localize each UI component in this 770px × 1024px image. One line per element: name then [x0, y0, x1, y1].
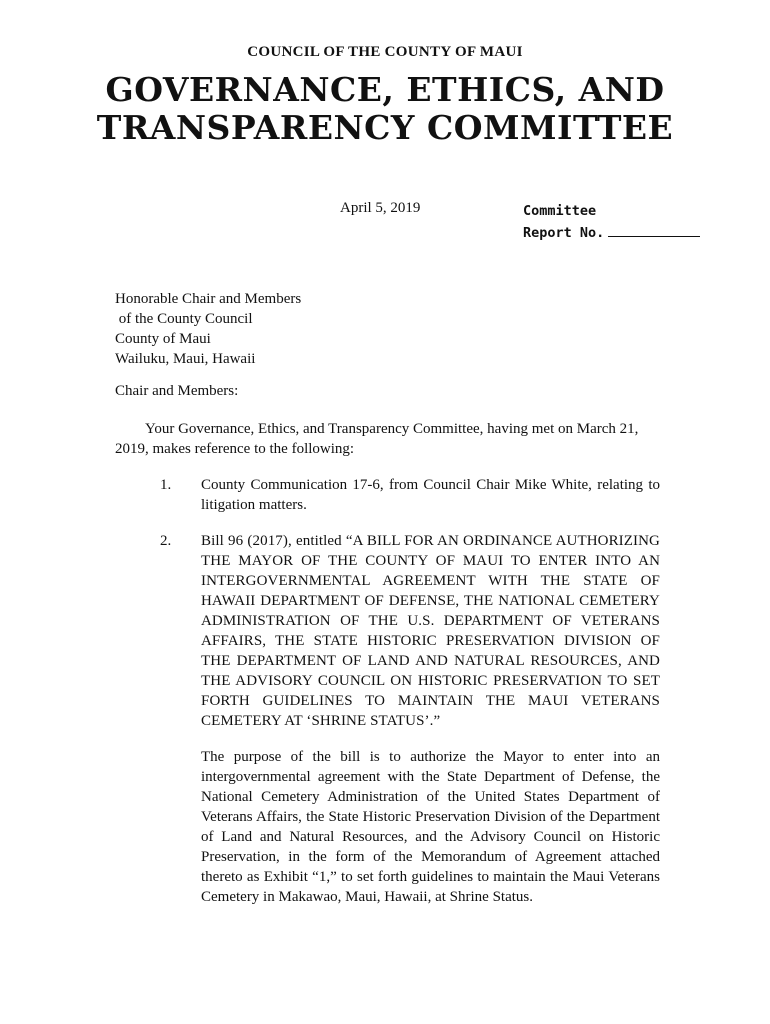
salutation: Chair and Members:	[115, 383, 239, 399]
item-text: County Communication 17-6, from Council Chair Mike White, relating to litigation matters.	[201, 477, 660, 513]
intro-paragraph	[115, 419, 660, 459]
report-number-block	[523, 200, 700, 244]
address-line: County of Maui	[115, 331, 211, 347]
item-text: Bill 96 (2017), entitled “A BILL FOR AN ORDINANCE AUTHORIZING THE MAYOR OF THE COUNTY OF MAUI TO ENTER INTO AN INTERGOVERNMENTAL AGREEMENT WITH THE STATE OF HAWAII DEPARTMENT OF DEFENSE, THE NATIONAL CEMETERY ADMINISTRATION OF THE U.S. DEPARTMENT OF VETERANS AFFAIRS, THE STATE HISTORIC PRESERVATION DIVISION OF THE DEPARTMENT OF LAND AND NATURAL RESOURCES, AND THE ADVISORY COUNCIL ON HISTORIC PRESERVATION TO SET FORTH GUIDELINES TO MAINTAIN THE MAUI VETERANS CEMETERY AT ‘SHRINE STATUS’.”	[201, 533, 660, 729]
report-label-line1: Committee	[523, 203, 597, 219]
address-line: Honorable Chair and Members	[115, 291, 302, 307]
address-block	[115, 289, 301, 369]
item-number: 1.	[160, 477, 172, 493]
committee-title-line2: TRANSPARENCY COMMITTEE	[96, 108, 674, 147]
committee-title-line1: GOVERNANCE, ETHICS, AND	[105, 70, 665, 109]
report-date: April 5, 2019	[340, 200, 421, 216]
council-heading: COUNCIL OF THE COUNTY OF MAUI	[247, 44, 523, 60]
intro-text: Your Governance, Ethics, and Transparency Committee, having met on March 21, 2019, makes reference to the following:	[115, 421, 639, 457]
report-label-line2: Report No.	[523, 225, 605, 241]
address-line: of the County Council	[115, 311, 253, 327]
purpose-paragraph: The purpose of the bill is to authorize the Mayor to enter into an intergovernmental agreement with the State Department of Defense, the National Cemetery Administration of the United States Department of Veterans Affairs, the State Historic Preservation Division of the Department of Land and Natural Resources, and the Advisory Council on Historic Preservation, in the form of the Memorandum of Agreement attached thereto as Exhibit “1,” to set forth guidelines to maintain the Maui Veterans Cemetery in Makawao, Maui, Hawaii, at Shrine Status.	[201, 749, 660, 905]
address-line: Wailuku, Maui, Hawaii	[115, 351, 256, 367]
report-number-blank	[608, 222, 700, 237]
item-number: 2.	[160, 533, 172, 549]
